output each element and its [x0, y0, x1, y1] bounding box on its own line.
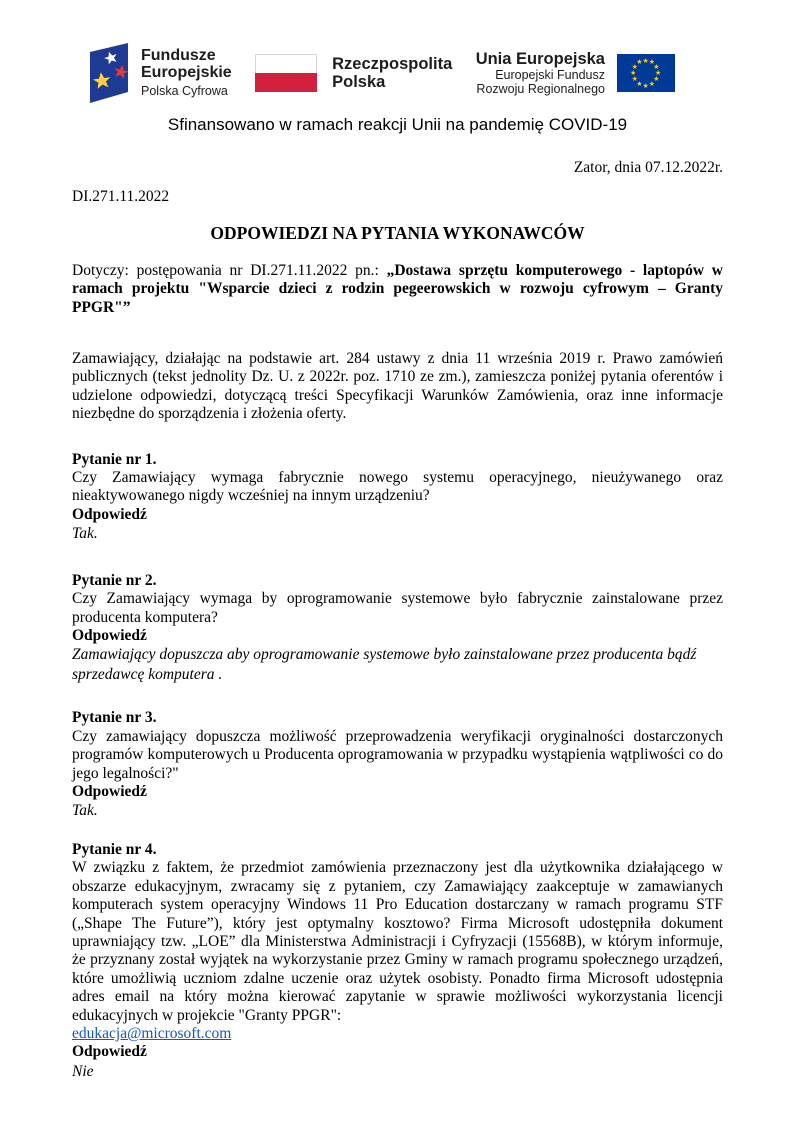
question-block-3 [72, 709, 723, 821]
eu-title: Unia Europejska [475, 50, 605, 68]
eu-flag-star: ★ [636, 58, 643, 67]
question-4-heading: Pytanie nr 4. [72, 840, 157, 858]
rp-title-line2: Polska [332, 73, 386, 91]
answer-1-text: Tak. [72, 525, 98, 543]
eu-subtitle-line1: Europejski Fundusz [495, 68, 605, 82]
question-4-email-line [72, 1025, 723, 1043]
eu-flag-star: ★ [648, 58, 656, 67]
answer-label-2: Odpowiedź [72, 627, 147, 644]
fe-title-line2: Europejskie [141, 64, 232, 81]
eu-flag-icon [617, 54, 675, 92]
page-title: ODPOWIEDZI NA PYTANIA WYKONAWCÓW [210, 222, 585, 243]
unia-europejska-logo [476, 50, 675, 96]
question-2-body: Czy Zamawiający wymaga by oprogramowanie systemowe było fabrycznie zainstalowane przez producenta komputera? [72, 590, 723, 626]
rzeczpospolita-polska-logo [255, 54, 452, 92]
fundusze-europejskie-wordmark [141, 47, 232, 99]
intro-paragraph: Zamawiający, działając na podstawie art. 284 ustawy z dnia 11 września 2019 r. Prawo zamówień publicznych (tekst jednolity Dz. U. z 2022r. poz. 1710 ze zm.), zamieszcza poniżej pytania oferentów i udzielone odpowiedzi, dotyczącą treści Specyfikacji Warunków Zamówienia, oraz inne informacje niezbędne do sporządzenia i złożenia oferty. [72, 350, 723, 423]
poland-flag-icon [255, 54, 317, 92]
subject-prefix: Dotyczy: postępowania nr DI.271.11.2022 pn.: [72, 261, 387, 279]
rp-wordmark [332, 55, 452, 91]
fe-title-line1: Fundusze [141, 47, 216, 64]
place-date: Zator, dnia 07.12.2022r. [573, 159, 723, 176]
question-block-4 [72, 841, 723, 1081]
fundusze-europejskie-logo [88, 42, 232, 104]
fe-subtitle: Polska Cyfrowa [141, 84, 228, 98]
question-3-heading: Pytanie nr 3. [72, 709, 157, 727]
header-logo-strip [88, 40, 675, 106]
subject-paragraph [72, 262, 723, 317]
funding-note: Sfinansowano w ramach reakcji Unii na pandemię COVID-19 [167, 115, 628, 134]
eu-flag-star: ★ [642, 81, 649, 90]
answer-4-text: Nie [72, 1062, 94, 1080]
eu-flag-star: ★ [642, 56, 649, 65]
eu-flag-star: ★ [631, 75, 638, 84]
answer-2-text: Zamawiający dopuszcza aby oprogramowanie systemowe było zainstalowane przez producenta bądź sprzedawcę komputera . [72, 646, 697, 683]
eu-wordmark [476, 50, 605, 96]
eu-flag-star: ★ [653, 75, 660, 84]
question-block-1 [72, 451, 723, 544]
rp-title-line1: Rzeczpospolita [332, 55, 453, 73]
question-4-body: W związku z faktem, że przedmiot zamówienia przeznaczony jest dla użytkownika działającego w obszarze edukacyjnym, zwracamy się z pytaniem, czy Zamawiający zaakceptuje w zamawianych komputerach system operacyjny Windows 11 Pro Education dostarczany w ramach programu STF („Shape The Future”), który jest optymalny kosztowo? Firma Microsoft udostępniła dokument uprawniający tzw. „LOE” dla Ministerstwa Administracji i Cyfryzacji (15568B), w którym informuje, że przyznany został wyjątek na wykorzystanie przez Gminy w ramach programu społecznego urządzeń, które umożliwią uczniom zdalne uczenie oraz użytek osobisty. Ponadto firma Microsoft udostępnia adres email na który można kierować zapytanie w sprawie możliwości wykorzystania licencji edukacyjnych w projekcie "Granty PPGR": [72, 859, 723, 1024]
answer-label-3: Odpowiedź [72, 783, 147, 801]
question-3-body: Czy zamawiający dopuszcza możliwość przeprowadzenia weryfikacji oryginalności dostarczonych programów komputerowych u Producenta oprogramowania w przypadku wystąpienia wątpliwości co do jego legalności?" [72, 727, 723, 782]
question-2-heading: Pytanie nr 2. [72, 571, 157, 589]
eu-subtitle-line2: Rozwoju Regionalnego [476, 82, 605, 96]
email-link[interactable]: edukacja@microsoft.com [72, 1025, 232, 1042]
case-reference: DI.271.11.2022 [72, 188, 170, 206]
eu-flag-star: ★ [631, 62, 638, 71]
eu-flag-star: ★ [654, 69, 662, 77]
answer-3-text: Tak. [72, 802, 98, 820]
subject-bold-text: „Dostawa sprzętu komputerowego - laptopów w ramach projektu "Wsparcie dzieci z rodzin pegeerowskich w rozwoju cyfrowym – Granty PPGR"” [72, 261, 723, 316]
question-1-body: Czy Zamawiający wymaga fabrycznie nowego systemu operacyjnego, nieużywanego oraz nieaktywowanego nigdy wcześniej na innym urządzeniu? [72, 469, 723, 505]
eu-flag-star: ★ [636, 79, 643, 88]
eu-flag-star: ★ [629, 69, 637, 77]
answer-label-1: Odpowiedź [72, 505, 147, 523]
eu-flag-star: ★ [648, 79, 656, 88]
answer-label-4: Odpowiedź [72, 1043, 147, 1061]
fundusze-europejskie-flag-icon [88, 42, 130, 104]
question-1-heading: Pytanie nr 1. [72, 450, 157, 468]
question-block-2 [72, 572, 723, 685]
eu-flag-star: ★ [653, 62, 660, 71]
